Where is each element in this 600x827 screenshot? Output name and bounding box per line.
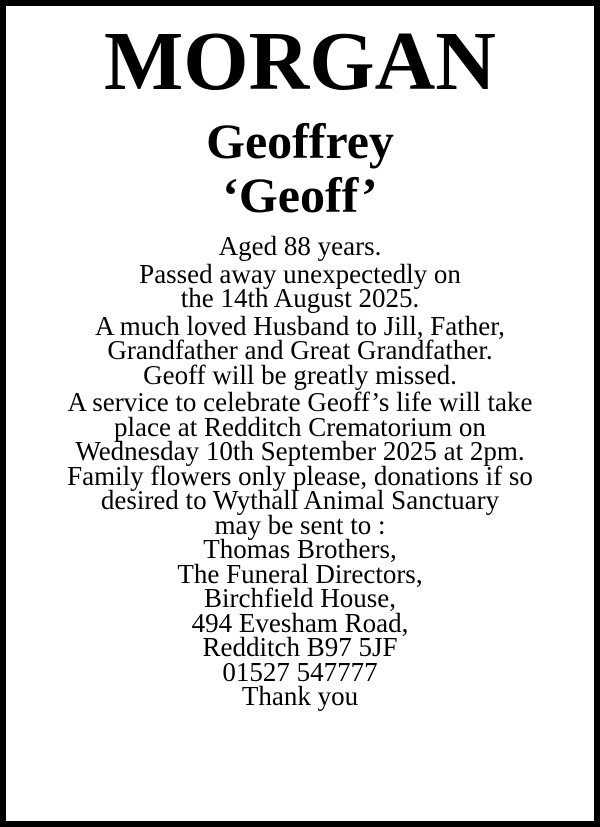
family-paragraph [6, 310, 594, 390]
service-line: place at Redditch Crematorium on [114, 411, 486, 442]
contact-line: Birchfield House, [204, 583, 396, 613]
contact-line: The Funeral Directors, [177, 558, 423, 589]
contact-line: 01527 547777 [222, 656, 378, 687]
contact-line: 494 Evesham Road, [191, 607, 409, 638]
service-line: Wednesday 10th September 2025 at 2pm. [75, 436, 525, 466]
nickname-heading: ‘Geoff’ [222, 167, 378, 223]
age-line: Aged 88 years. [218, 231, 382, 261]
death-line: the 14th August 2025. [180, 283, 420, 313]
service-line: may be sent to : [214, 509, 386, 540]
notice-body [6, 231, 594, 711]
contact-line: Redditch B97 5JF [202, 632, 398, 662]
contact-line: Thank you [241, 681, 359, 711]
service-line: Family flowers only please, donations if so [67, 460, 533, 491]
contact-line: Thomas Brothers, [203, 534, 397, 564]
forename-heading: Geoffrey [206, 113, 394, 169]
age-paragraph [6, 231, 594, 261]
family-line: A much loved Husband to Jill, Father, [95, 310, 505, 341]
family-line: Geoff will be greatly missed. [143, 359, 457, 390]
service-line: A service to celebrate Geoff’s life will take [67, 387, 533, 417]
surname-heading: MORGAN [104, 15, 496, 108]
service-line: desired to Wythall Animal Sanctuary [100, 485, 500, 515]
service-paragraph [6, 387, 594, 711]
death-line: Passed away unexpectedly on [139, 258, 461, 289]
death-paragraph [6, 258, 594, 313]
family-line: Grandfather and Great Grandfather. [107, 335, 493, 365]
